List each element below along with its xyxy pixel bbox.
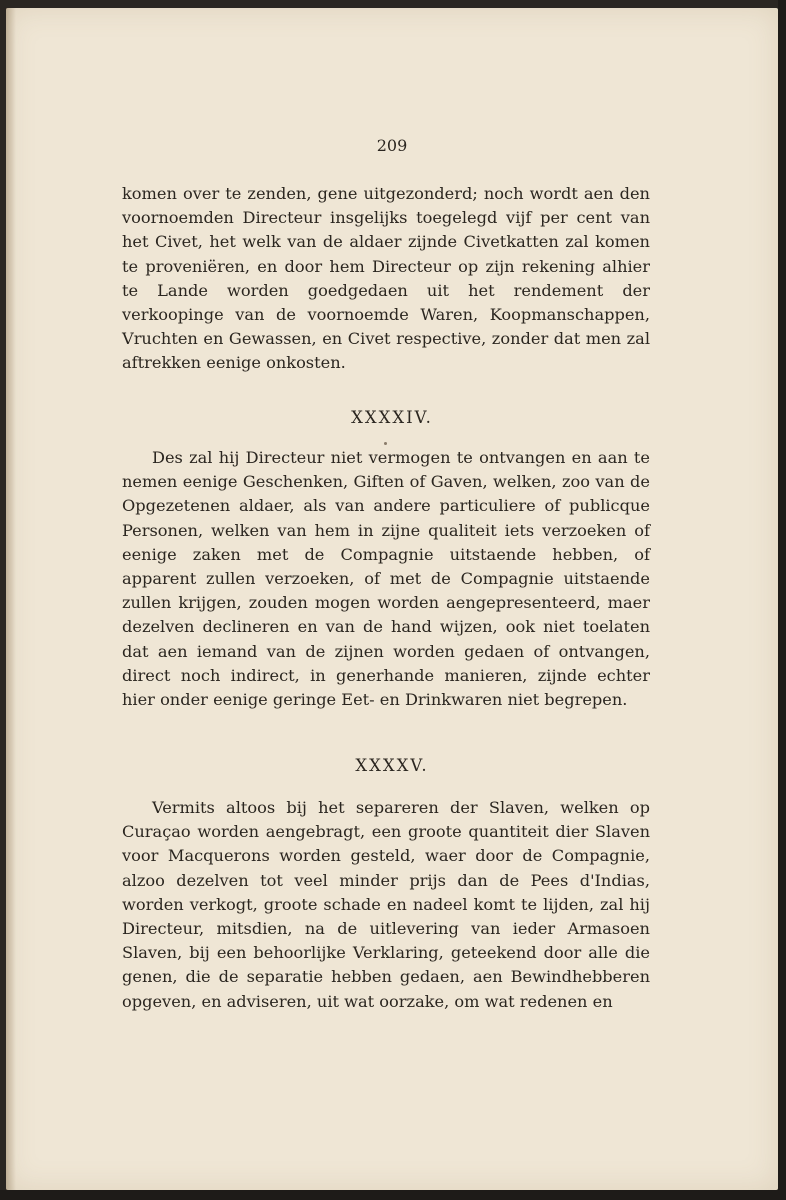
page-bottom-edge [0, 1190, 786, 1200]
section-heading-xxxxiv: XXXXIV. [351, 408, 433, 427]
section-heading-xxxxv: XXXXV. [355, 756, 429, 775]
paragraph-xxxxiv: Des zal hij Directeur niet vermogen te ontvangen en aan te nemen eenige Geschenken, Giften of Gaven, welken, zoo van de Opgezetenen aldaer, als van andere particuliere of publicque Personen, welken van hem in zijne qualiteit iets verzoeken of eenige zaken met de Compagnie uitstaende hebben, of apparent zullen verzoeken, of met de Compagnie uitstaende zullen krijgen, zouden mogen worden aengepresenteerd, maer dezelven declineren en van de hand wijzen, ook niet toelaten dat aen iemand van de zijnen worden gedaen of ontvangen, direct noch indirect, in generhande manieren, zijnde echter hier onder eenige geringe Eet- en Drinkwaren niet begrepen. [122, 448, 650, 710]
page-right-edge [778, 0, 786, 1200]
page-spine-shadow [6, 8, 16, 1190]
print-speck [384, 442, 387, 445]
paragraph-xxxxv: Vermits altoos bij het separeren der Slaven, welken op Curaçao worden aengebragt, een groote quantiteit dier Slaven voor Macquerons worden gesteld, waer door de Compagnie, alzoo dezelven tot veel minder prijs dan de Pees d'Indias, worden verkogt, groote schade en nadeel komt te lijden, zal hij Directeur, mitsdien, na de uitlevering van ieder Armasoen Slaven, bij een behoorlijke Verklaring, geteekend door alle die genen, die de separatie hebben gedaen, aen Bewindhebberen opgeven, en adviseren, uit wat oorzake, om wat redenen en [122, 798, 650, 1011]
paragraph-continuation: komen over te zenden, gene uitgezonderd; noch wordt aen den voornoemden Directeur insgelijks toegelegd vijf per cent van het Civet, het welk van de aldaer zijnde Civetkatten zal komen te proveniëren, en door hem Directeur op zijn rekening alhier te Lande worden goedgedaen uit het rendement der verkoopinge van de voornoemde Waren, Koopmanschappen, Vruchten en Gewassen, en Civet respective, zonder dat men zal aftrekken eenige onkosten. [122, 184, 650, 373]
book-page [6, 8, 778, 1190]
page-number: 209 [376, 136, 408, 155]
